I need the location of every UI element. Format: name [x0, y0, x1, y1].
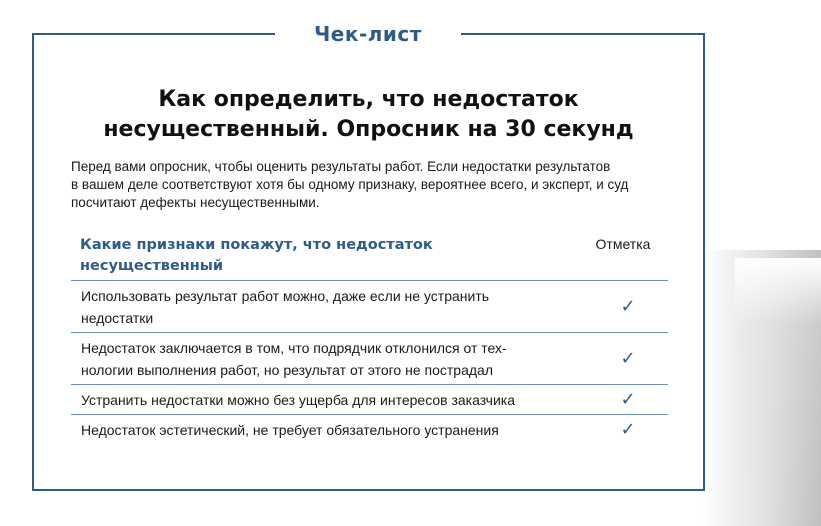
table-header	[71, 233, 668, 281]
check-icon: ✓	[620, 295, 636, 317]
check-icon: ✓	[620, 347, 636, 369]
mark-cell	[578, 333, 668, 384]
criteria-header-line-1: Какие признаки покажут, что недостаток	[80, 237, 433, 253]
criterion-text	[71, 385, 578, 414]
criterion-line-1: Использовать результат работ можно, даже если не устранить	[81, 288, 490, 304]
criterion-text	[71, 281, 578, 332]
mark-cell	[578, 415, 668, 445]
mark-cell	[578, 281, 668, 332]
criteria-header-line-2: несущественный	[80, 258, 224, 274]
criterion-line-1: Недостаток заключается в том, что подрядчик отклонился от тех-	[81, 340, 507, 356]
table-row	[71, 333, 668, 385]
table-row	[71, 415, 668, 445]
page-curl-highlight	[735, 258, 821, 526]
check-icon: ✓	[620, 419, 636, 440]
intro-line-2: в вашем деле соответствуют хотя бы одному признаку, вероятнее всего, и эксперт, и суд	[71, 177, 629, 192]
mark-cell	[578, 385, 668, 414]
title-line-1: Как определить, что недостаток	[158, 87, 579, 112]
table-row	[71, 385, 668, 415]
mark-column-header: Отметка	[595, 236, 651, 252]
criterion-line-1: Устранить недостатки можно без ущерба для интересов заказчика	[81, 392, 516, 408]
criteria-table	[71, 233, 668, 445]
intro-line-3: посчитают дефекты несущественными.	[71, 195, 320, 210]
title-line-2: несущественный. Опросник на 30 секунд	[103, 117, 634, 142]
criterion-line-2: недостатки	[81, 310, 154, 326]
criterion-line-2: нологии выполнения работ, но результат от этого не пострадал	[81, 362, 493, 378]
criteria-column-header	[71, 233, 578, 280]
table-row	[71, 281, 668, 333]
intro-paragraph	[71, 158, 681, 212]
criterion-text	[71, 333, 578, 384]
criterion-line-1: Недостаток эстетический, не требует обязательного устранения	[81, 422, 499, 438]
check-icon: ✓	[620, 388, 636, 410]
checklist-label: Чек-лист	[275, 19, 461, 49]
intro-line-1: Перед вами опросник, чтобы оценить результаты работ. Если недостатки результатов	[71, 159, 611, 174]
criterion-text	[71, 415, 578, 445]
page-title	[40, 85, 697, 145]
